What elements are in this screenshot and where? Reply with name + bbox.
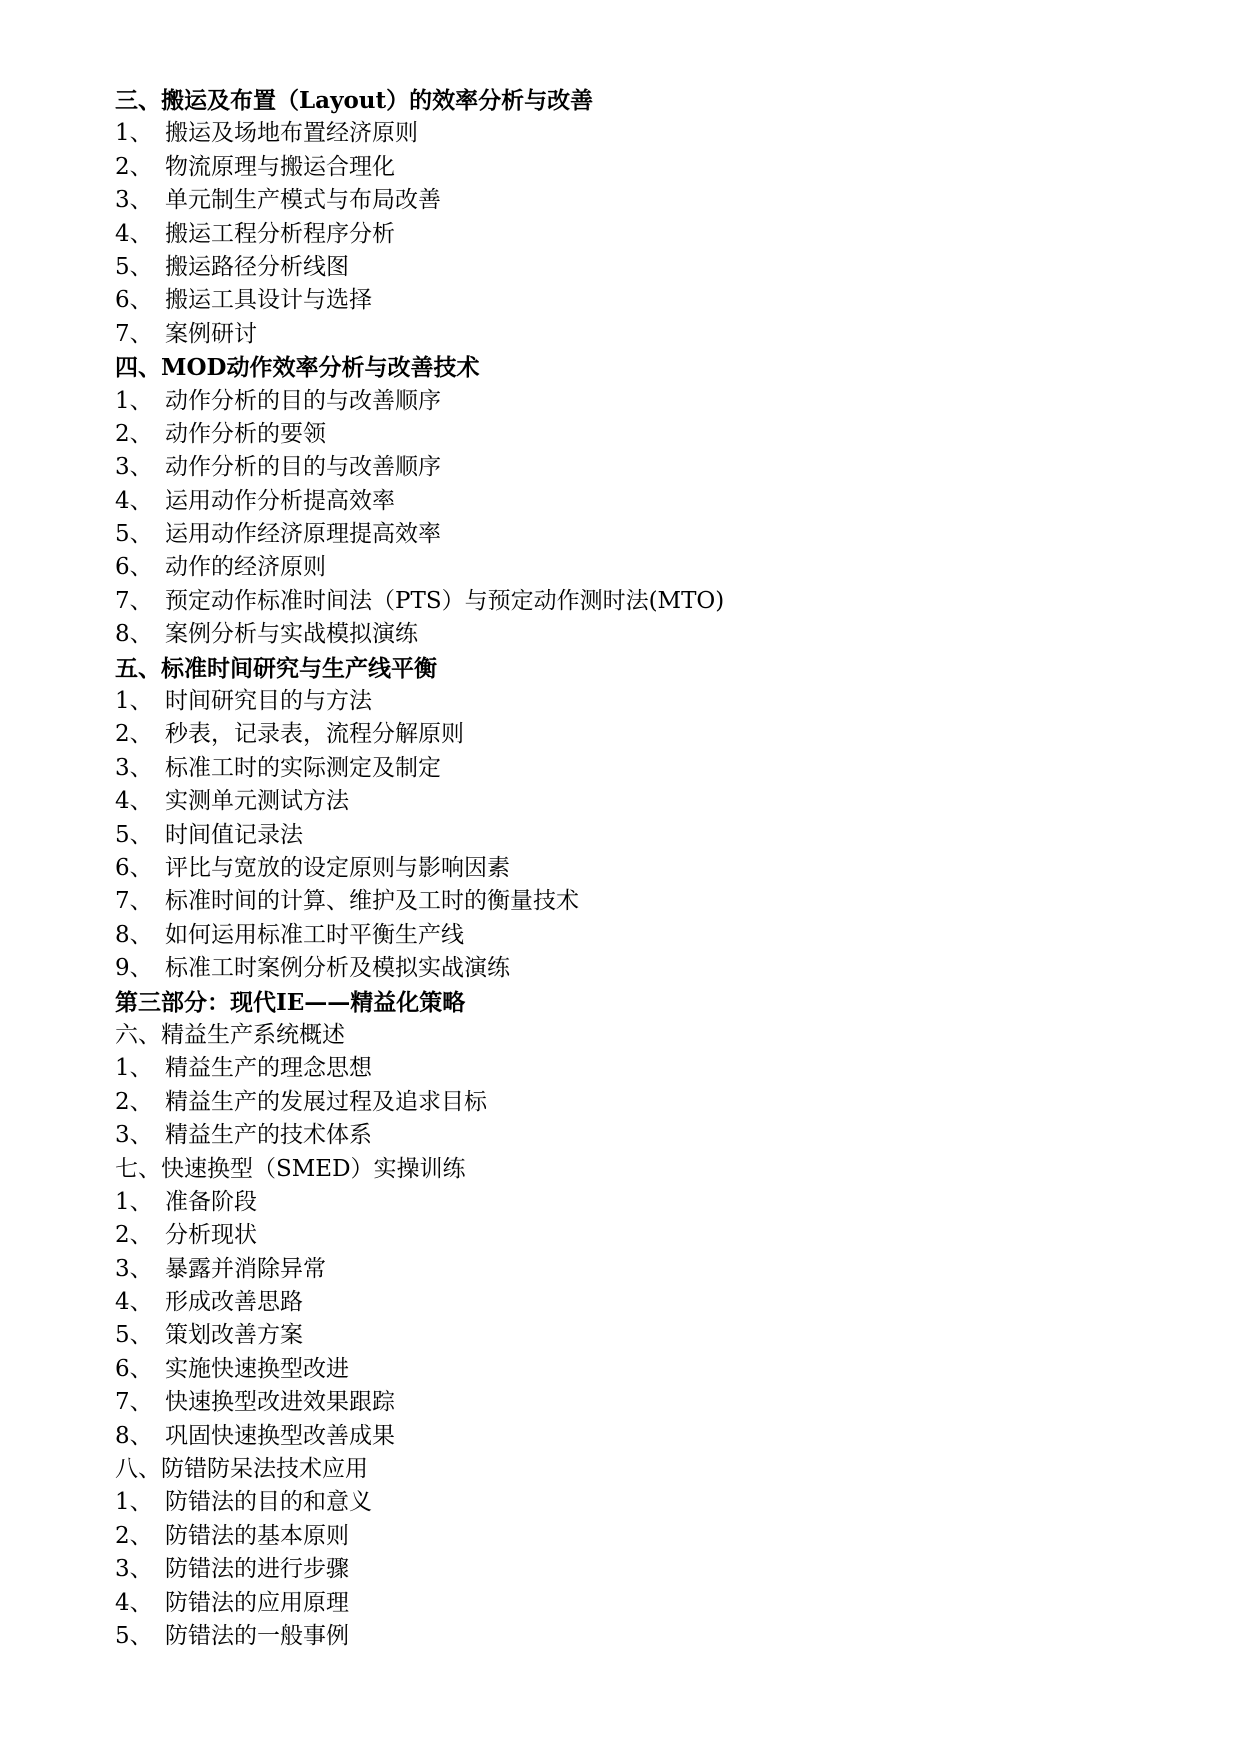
list-item-text: 案例分析与实战模拟演练: [165, 621, 418, 648]
list-item-number: 3、: [115, 1255, 153, 1282]
list-item: [115, 685, 1195, 718]
list-item: [115, 1219, 1195, 1252]
list-item-number: 3、: [115, 1122, 153, 1149]
list-item: [115, 451, 1195, 484]
list-item-number: 5、: [115, 1322, 153, 1349]
list-item-text: 预定动作标准时间法（PTS）与预定动作测时法(MTO): [165, 587, 725, 614]
section-heading: 五、标准时间研究与生产线平衡: [115, 654, 437, 682]
list-item-text: 如何运用标准工时平衡生产线: [165, 921, 464, 948]
list-item-text: 案例研讨: [165, 320, 257, 347]
list-item: [115, 184, 1195, 217]
list-item: [115, 952, 1195, 985]
list-item-text: 巩固快速换型改善成果: [165, 1422, 395, 1449]
list-item-text: 策划改善方案: [165, 1322, 303, 1349]
list-item-text: 实测单元测试方法: [165, 788, 349, 815]
list-item-number: 2、: [115, 1088, 153, 1115]
list-item-number: 1、: [115, 1055, 153, 1082]
list-item-number: 7、: [115, 320, 153, 347]
list-item-text: 搬运工程分析程序分析: [165, 220, 395, 247]
list-item-number: 2、: [115, 420, 153, 447]
list-item: [115, 485, 1195, 518]
list-item-number: 4、: [115, 487, 153, 514]
list-item: [115, 117, 1195, 150]
list-item: [115, 585, 1195, 618]
list-item: [115, 1587, 1195, 1620]
list-item-number: 3、: [115, 1556, 153, 1583]
list-item-text: 标准时间的计算、维护及工时的衡量技术: [165, 888, 579, 915]
list-item-number: 1、: [115, 688, 153, 715]
list-item-number: 3、: [115, 454, 153, 481]
list-item: [115, 919, 1195, 952]
list-item-number: 2、: [115, 153, 153, 180]
list-item-text: 时间值记录法: [165, 821, 303, 848]
list-item: [115, 1286, 1195, 1319]
list-item-number: 1、: [115, 1489, 153, 1516]
list-item-number: 1、: [115, 387, 153, 414]
list-item-number: 6、: [115, 854, 153, 881]
list-item-number: 8、: [115, 921, 153, 948]
list-item-number: 7、: [115, 587, 153, 614]
list-item-text: 防错法的基本原则: [165, 1522, 349, 1549]
list-item: [115, 1319, 1195, 1352]
list-item-number: 7、: [115, 888, 153, 915]
list-item-number: 4、: [115, 1289, 153, 1316]
list-item-number: 3、: [115, 187, 153, 214]
list-item-text: 防错法的应用原理: [165, 1589, 349, 1616]
list-item-text: 运用动作经济原理提高效率: [165, 521, 441, 548]
list-item: [115, 284, 1195, 317]
list-item-number: 7、: [115, 1389, 153, 1416]
list-item-number: 4、: [115, 788, 153, 815]
list-item: [115, 385, 1195, 418]
list-item-number: 6、: [115, 554, 153, 581]
list-item-number: 5、: [115, 521, 153, 548]
list-item: [115, 785, 1195, 818]
list-item-text: 精益生产的理念思想: [165, 1055, 372, 1082]
list-item-text: 秒表，记录表，流程分解原则: [165, 721, 464, 748]
list-item-number: 2、: [115, 1522, 153, 1549]
list-item: [115, 718, 1195, 751]
list-item-number: 8、: [115, 1422, 153, 1449]
list-item: [115, 1520, 1195, 1553]
list-item: [115, 1253, 1195, 1286]
list-item-number: 6、: [115, 287, 153, 314]
document-body: [115, 84, 1195, 1653]
list-item-text: 防错法的一般事例: [165, 1622, 349, 1649]
section-subheading: 八、防错防呆法技术应用: [115, 1456, 368, 1483]
list-item: [115, 418, 1195, 451]
list-item-number: 1、: [115, 120, 153, 147]
list-item-text: 评比与宽放的设定原则与影响因素: [165, 854, 510, 881]
list-item: [115, 752, 1195, 785]
list-item-text: 形成改善思路: [165, 1289, 303, 1316]
section-subheading: 七、快速换型（SMED）实操训练: [115, 1155, 466, 1182]
list-item-text: 实施快速换型改进: [165, 1355, 349, 1382]
list-item-number: 3、: [115, 754, 153, 781]
list-item-text: 暴露并消除异常: [165, 1255, 326, 1282]
list-item-text: 物流原理与搬运合理化: [165, 153, 395, 180]
list-item: [115, 551, 1195, 584]
section-heading: 四、MOD动作效率分析与改善技术: [115, 354, 480, 382]
list-item: [115, 618, 1195, 651]
list-item-number: 4、: [115, 220, 153, 247]
list-item-number: 8、: [115, 621, 153, 648]
list-item: [115, 1386, 1195, 1419]
list-item-text: 搬运及场地布置经济原则: [165, 120, 418, 147]
list-item: [115, 819, 1195, 852]
list-item: [115, 852, 1195, 885]
section-heading: 三、搬运及布置（Layout）的效率分析与改善: [115, 87, 594, 114]
list-item-text: 精益生产的技术体系: [165, 1122, 372, 1149]
list-item-text: 动作的经济原则: [165, 554, 326, 581]
list-item: [115, 1420, 1195, 1453]
list-item-number: 9、: [115, 955, 153, 982]
list-item-text: 精益生产的发展过程及追求目标: [165, 1088, 487, 1115]
list-item-text: 单元制生产模式与布局改善: [165, 187, 441, 214]
list-item-text: 分析现状: [165, 1222, 257, 1249]
list-item-text: 动作分析的目的与改善顺序: [165, 454, 441, 481]
list-item-text: 搬运路径分析线图: [165, 253, 349, 280]
list-item-text: 搬运工具设计与选择: [165, 287, 372, 314]
list-item: [115, 251, 1195, 284]
section-heading: 第三部分：现代IE——精益化策略: [115, 988, 466, 1016]
list-item-number: 6、: [115, 1355, 153, 1382]
list-item: [115, 218, 1195, 251]
list-item-text: 防错法的进行步骤: [165, 1556, 349, 1583]
list-item: [115, 151, 1195, 184]
list-item-text: 时间研究目的与方法: [165, 688, 372, 715]
list-item: [115, 1119, 1195, 1152]
list-item: [115, 1052, 1195, 1085]
list-item-text: 动作分析的目的与改善顺序: [165, 387, 441, 414]
list-item: [115, 518, 1195, 551]
list-item: [115, 1486, 1195, 1519]
list-item-text: 运用动作分析提高效率: [165, 487, 395, 514]
list-item: [115, 1086, 1195, 1119]
list-item-number: 1、: [115, 1188, 153, 1215]
list-item-text: 准备阶段: [165, 1188, 257, 1215]
list-item-number: 4、: [115, 1589, 153, 1616]
list-item: [115, 1620, 1195, 1653]
list-item-text: 防错法的目的和意义: [165, 1489, 372, 1516]
list-item-text: 动作分析的要领: [165, 420, 326, 447]
list-item: [115, 318, 1195, 351]
list-item-text: 标准工时的实际测定及制定: [165, 754, 441, 781]
list-item: [115, 885, 1195, 918]
list-item-text: 快速换型改进效果跟踪: [165, 1389, 395, 1416]
section-subheading: 六、精益生产系统概述: [115, 1021, 345, 1048]
list-item: [115, 1553, 1195, 1586]
list-item: [115, 1186, 1195, 1219]
list-item-number: 5、: [115, 253, 153, 280]
list-item-number: 5、: [115, 1622, 153, 1649]
list-item-number: 2、: [115, 1222, 153, 1249]
list-item-number: 5、: [115, 821, 153, 848]
list-item-number: 2、: [115, 721, 153, 748]
list-item: [115, 1353, 1195, 1386]
list-item-text: 标准工时案例分析及模拟实战演练: [165, 955, 510, 982]
